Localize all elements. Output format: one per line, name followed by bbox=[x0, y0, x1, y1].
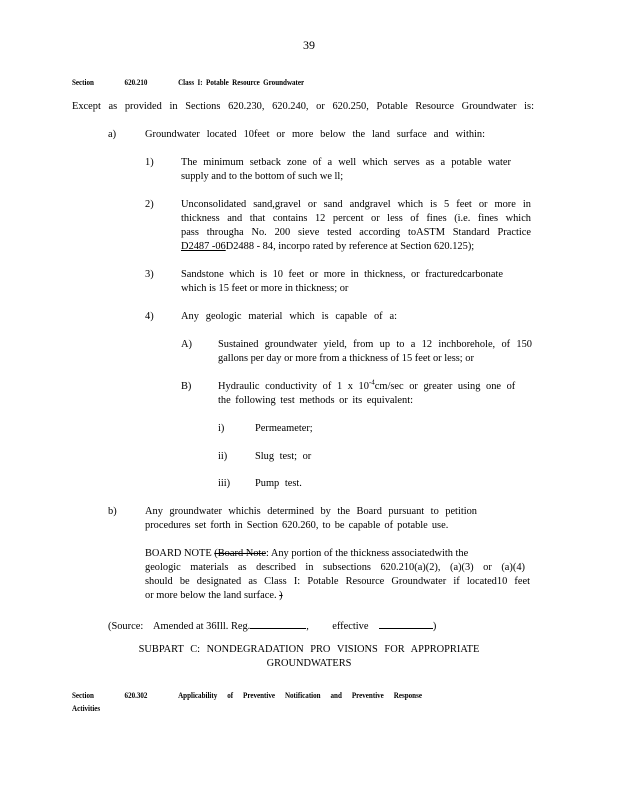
item-a4B-line1 bbox=[218, 380, 528, 394]
item-a-text: Groundwater located 10feet or more below the land surface and within: bbox=[145, 129, 485, 140]
item-a4A-line2: gallons per day or more from a thickness of 15 feet or less; or bbox=[218, 353, 474, 364]
item-a2-line1: Unconsolidated sand,gravel or sand andgravel which is 5 feet or more in bbox=[181, 199, 531, 210]
section-number-302: 620.302 bbox=[124, 690, 148, 700]
item-i-label: i) bbox=[218, 423, 225, 434]
source-close: ) bbox=[432, 621, 437, 632]
board-note-line1 bbox=[145, 547, 525, 561]
board-note-line1-rest: : Any portion of the thickness associatedwith the bbox=[265, 548, 469, 559]
item-b-label: b) bbox=[108, 506, 117, 517]
board-note-line2: geologic materials as described in subsections 620.210(a)(2), (a)(3) or (a)(4) bbox=[145, 562, 525, 573]
item-a4B-label: B) bbox=[181, 381, 192, 392]
item-a2-line4-rest: D2488 - 84, incorpo rated by reference at Section 620.125); bbox=[225, 241, 475, 252]
board-note-line3: should be designated as Class I: Potable Resource Groundwater if located10 feet bbox=[145, 576, 530, 587]
section-620-210-heading bbox=[72, 75, 304, 89]
board-note-lead: BOARD NOTE bbox=[145, 548, 212, 559]
board-note-struck-end: ) bbox=[279, 590, 283, 601]
board-note-line4-text: or more below the land surface. bbox=[145, 590, 277, 601]
item-b-line1: Any groundwater whichis determined by the Board pursuant to petition bbox=[145, 506, 477, 517]
source-note bbox=[108, 617, 436, 634]
item-a1-line1: The minimum setback zone of a well which serves as a potable water bbox=[181, 157, 511, 168]
section-title-302: Applicability of Preventive Notification and Preventive Response bbox=[178, 690, 422, 700]
source-comma: , bbox=[306, 621, 309, 632]
item-a1-line2: supply and to the bottom of such we ll; bbox=[181, 171, 344, 182]
item-iii-label: iii) bbox=[218, 478, 231, 489]
item-a4B-line2: the following test methods or its equivalent: bbox=[218, 395, 413, 406]
item-i-text: Permeameter; bbox=[255, 423, 313, 434]
item-a2-line2: thickness and that contains 12 percent or less of fines (i.e. fines which bbox=[181, 213, 531, 224]
item-a4A-line1: Sustained groundwater yield, from up to a 12 inchborehole, of 150 bbox=[218, 339, 532, 350]
item-a3-line1: Sandstone which is 10 feet or more in thickness, or fracturedcarbonate bbox=[181, 269, 503, 280]
board-note-line4 bbox=[145, 589, 283, 603]
source-amended: Amended at 36Ill. Reg. bbox=[153, 621, 251, 632]
source-effective-blank bbox=[379, 617, 433, 629]
section-620-302-heading bbox=[72, 688, 422, 702]
item-a-label: a) bbox=[108, 129, 117, 140]
board-note-struck: (Board Note bbox=[214, 548, 266, 559]
struck-standard: D2487 -06 bbox=[181, 241, 226, 252]
item-a4-label: 4) bbox=[145, 311, 154, 322]
subpart-heading-line1: SUBPART C: NONDEGRADATION PRO VISIONS FOR APPROPRIATE bbox=[138, 644, 480, 655]
source-effective: effective bbox=[332, 621, 369, 632]
item-ii-text: Slug test; or bbox=[255, 451, 312, 462]
item-a3-line2: which is 15 feet or more in thickness; or bbox=[181, 283, 349, 294]
item-a1-label: 1) bbox=[145, 157, 154, 168]
item-a4B-line1-b: cm/sec or greater using one of bbox=[374, 381, 516, 392]
exponent: -4 bbox=[368, 378, 375, 387]
item-a2-label: 2) bbox=[145, 199, 154, 210]
source-reg-blank bbox=[250, 617, 306, 629]
item-a4A-label: A) bbox=[181, 339, 192, 350]
intro-paragraph: Except as provided in Sections 620.230, 620.240, or 620.250, Potable Resource Groundwater is: bbox=[72, 101, 534, 112]
item-ii-label: ii) bbox=[218, 451, 228, 462]
source-open: (Source: bbox=[108, 621, 144, 632]
section-number: 620.210 bbox=[124, 77, 148, 87]
item-iii-text: Pump test. bbox=[255, 478, 302, 489]
section-620-302-title-line2: Activities bbox=[72, 703, 101, 713]
item-a4-text: Any geologic material which is capable of a: bbox=[181, 311, 397, 322]
item-b-line2: procedures set forth in Section 620.260, to be capable of potable use. bbox=[145, 520, 449, 531]
item-a2-line4 bbox=[181, 240, 474, 254]
item-a2-line3: pass througha No. 200 sieve tested according toASTM Standard Practice bbox=[181, 227, 531, 238]
item-a3-label: 3) bbox=[145, 269, 154, 280]
subpart-heading-line2: GROUNDWATERS bbox=[266, 658, 352, 669]
section-title: Class I: Potable Resource Groundwater bbox=[178, 77, 305, 87]
section-label: Section bbox=[72, 77, 94, 87]
page-number: 39 bbox=[303, 38, 315, 52]
item-a4B-line1-a: Hydraulic conductivity of 1 x 10 bbox=[218, 381, 369, 392]
section-label-302: Section bbox=[72, 690, 94, 700]
